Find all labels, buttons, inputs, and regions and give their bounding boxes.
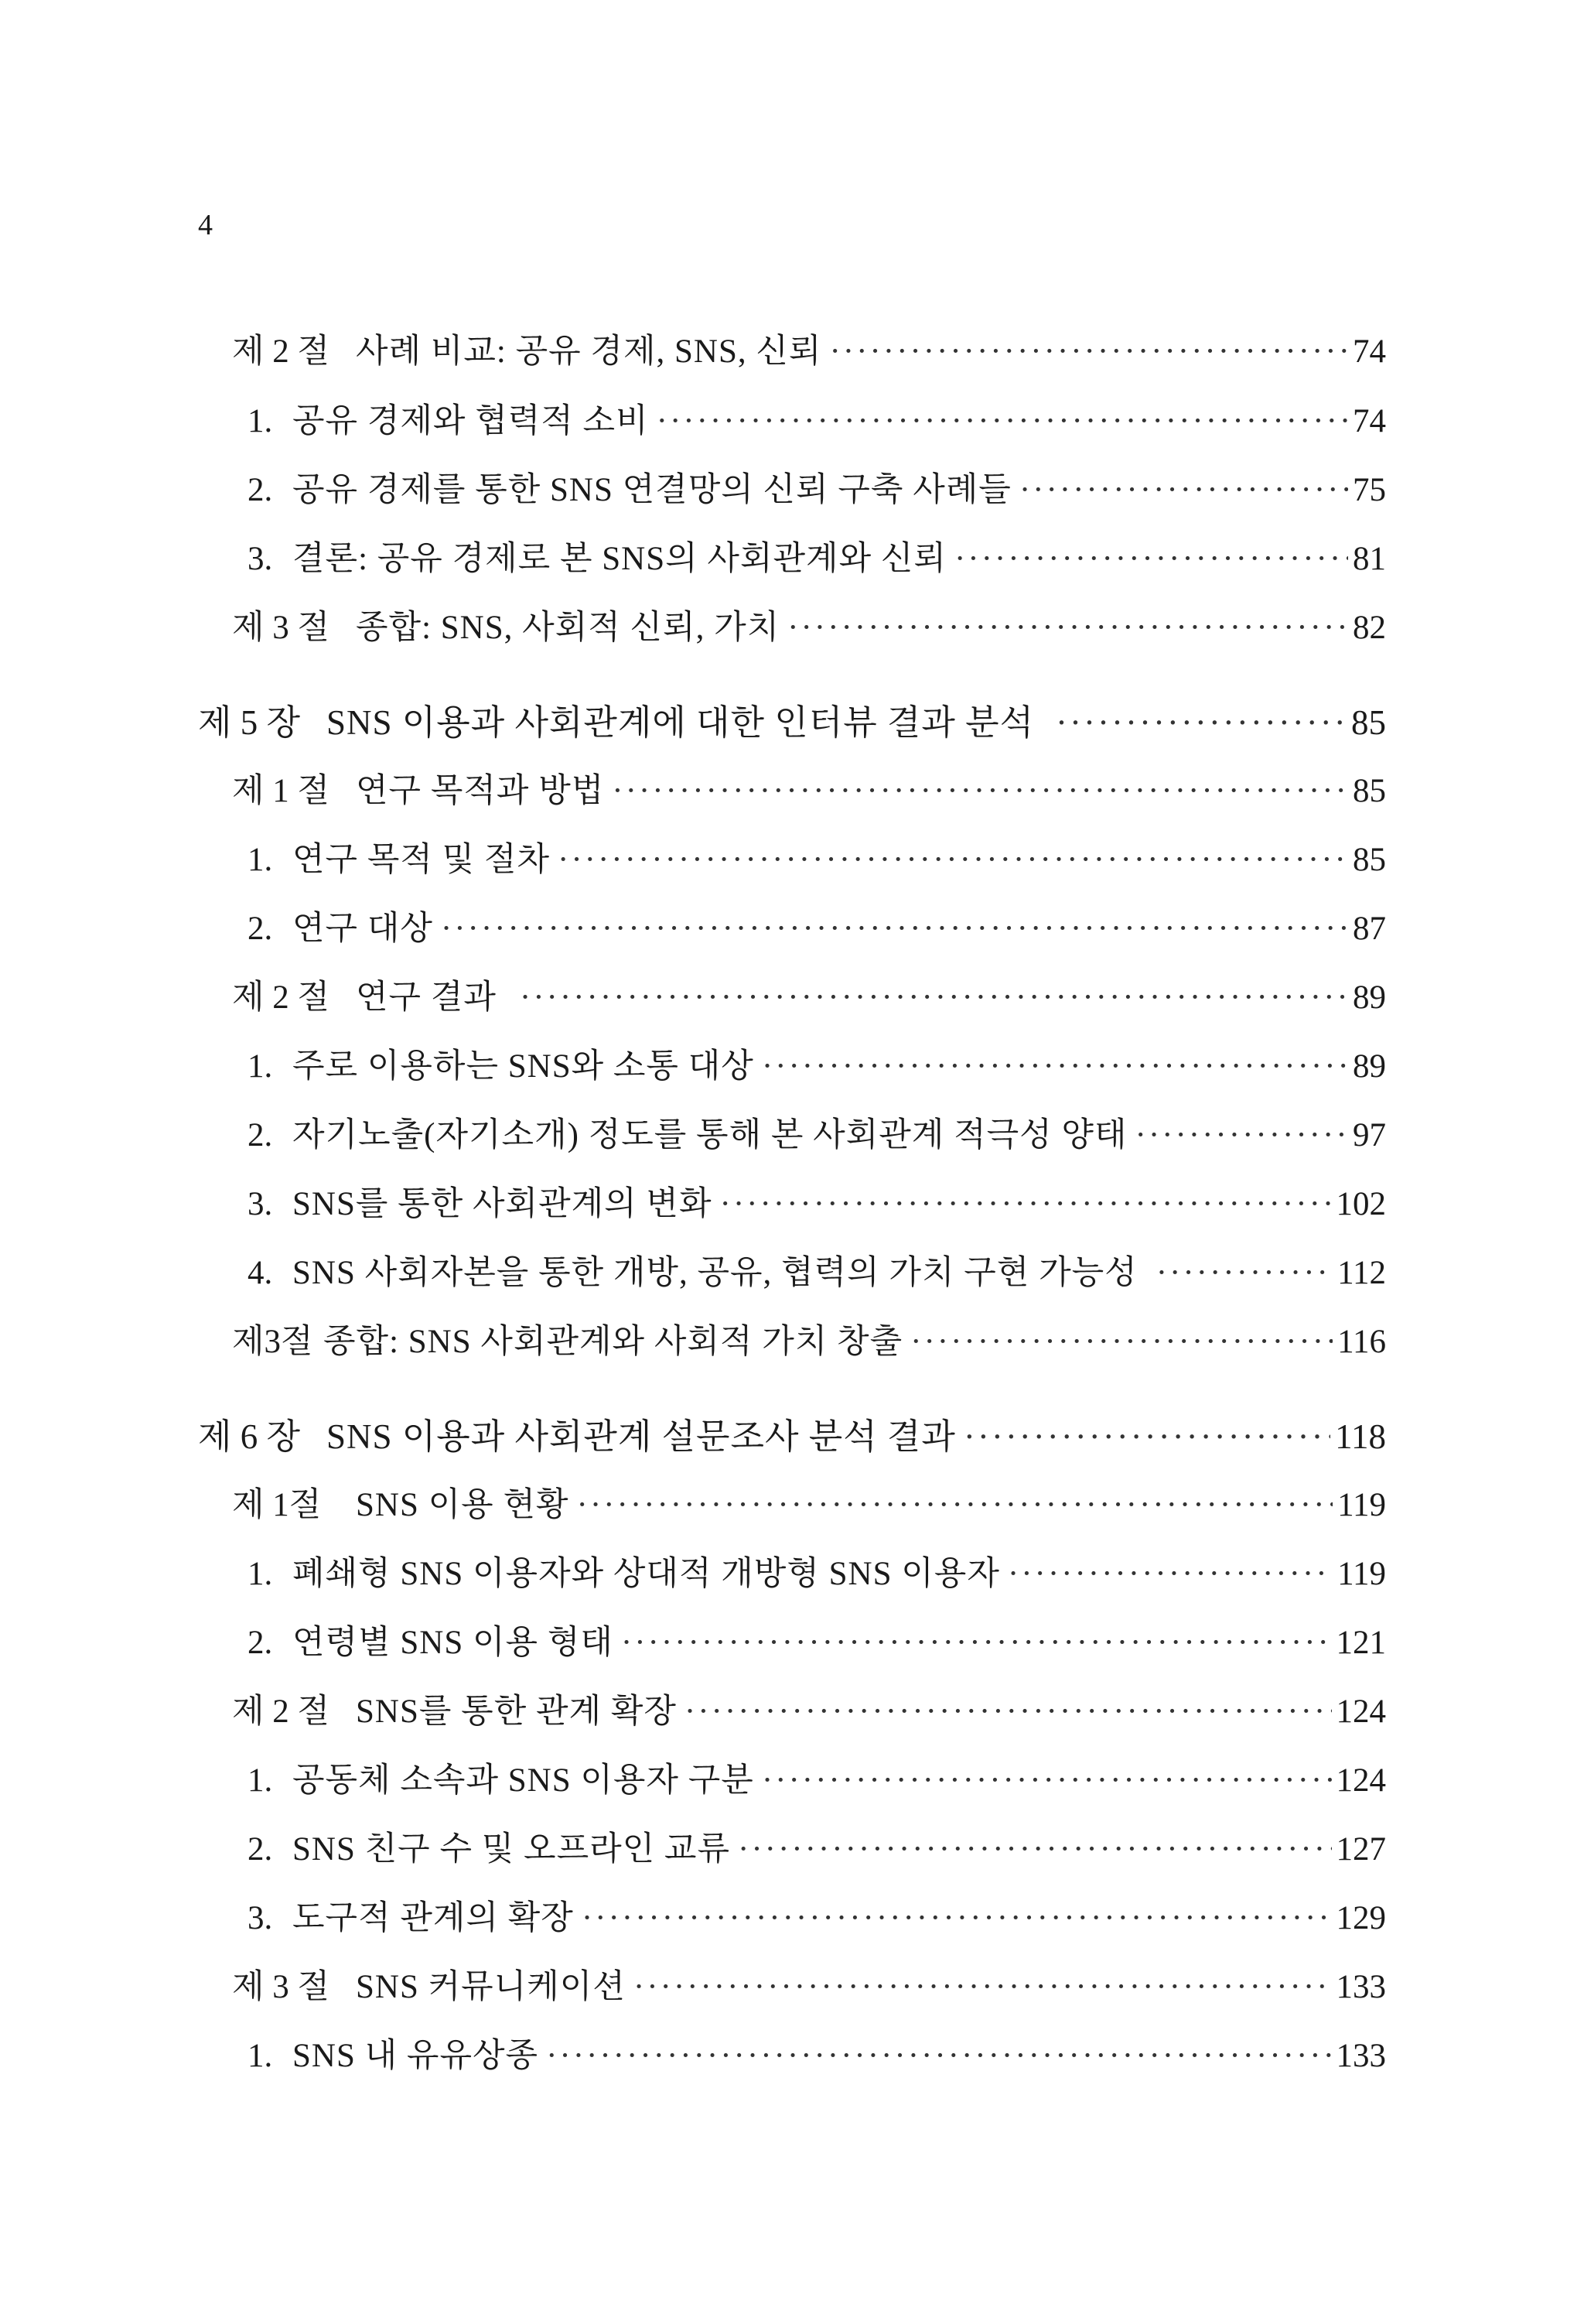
toc-prefix: 2. bbox=[248, 1625, 273, 1661]
toc-prefix: 제 2 절 bbox=[232, 333, 330, 370]
toc-entry-item[interactable] bbox=[248, 2035, 1386, 2078]
dot-leader bbox=[612, 770, 1348, 813]
dot-leader bbox=[1008, 1553, 1333, 1596]
dot-leader bbox=[520, 976, 1348, 1020]
toc-entry-item[interactable] bbox=[248, 1622, 1386, 1665]
toc-label: SNS 이용 현황 bbox=[356, 1487, 569, 1523]
toc-page-number: 112 bbox=[1337, 1255, 1386, 1291]
toc-prefix: 1. bbox=[248, 1556, 273, 1592]
toc-prefix: 1. bbox=[248, 2038, 273, 2074]
toc-prefix: 제 3 절 bbox=[232, 610, 330, 646]
dot-leader bbox=[558, 839, 1348, 882]
toc-page-number: 81 bbox=[1353, 541, 1386, 577]
toc-page-number: 116 bbox=[1337, 1324, 1386, 1360]
toc-label: SNS 친구 수 및 오프라인 교류 bbox=[292, 1831, 731, 1868]
toc-page-number: 82 bbox=[1353, 610, 1386, 646]
toc-prefix: 3. bbox=[248, 541, 273, 577]
toc-entry-section[interactable] bbox=[232, 1484, 1386, 1527]
dot-leader bbox=[829, 330, 1348, 374]
toc-entry-item[interactable] bbox=[248, 907, 1386, 951]
toc-prefix: 1. bbox=[248, 842, 273, 878]
toc-label: 공동체 소속과 SNS 이용자 구분 bbox=[292, 1762, 754, 1799]
toc-label: 자기노출(자기소개) 정도를 통해 본 사회관계 적극성 양태 bbox=[292, 1117, 1128, 1153]
toc-page-number: 74 bbox=[1353, 333, 1386, 370]
toc-entry-item[interactable] bbox=[248, 538, 1386, 581]
dot-leader bbox=[1019, 469, 1348, 512]
toc-entry-chapter[interactable] bbox=[198, 1415, 1386, 1458]
toc-label: SNS를 통한 관계 확장 bbox=[356, 1693, 677, 1730]
toc-page-number: 119 bbox=[1337, 1556, 1386, 1592]
toc-prefix: 제 1절 bbox=[232, 1487, 322, 1523]
toc-prefix: 2. bbox=[248, 1831, 273, 1868]
toc-entry-item[interactable] bbox=[248, 1045, 1386, 1089]
dot-leader bbox=[787, 607, 1348, 650]
dot-leader bbox=[762, 1045, 1348, 1089]
toc-entry-item[interactable] bbox=[248, 1183, 1386, 1226]
toc-page-number: 85 bbox=[1351, 703, 1386, 742]
toc-entry-item[interactable] bbox=[248, 1252, 1386, 1295]
toc-page-number: 89 bbox=[1353, 1048, 1386, 1085]
dot-leader bbox=[546, 2035, 1331, 2078]
toc-prefix: 3. bbox=[248, 1186, 273, 1222]
toc-label: 공유 경제와 협력적 소비 bbox=[292, 403, 649, 439]
dot-leader bbox=[621, 1622, 1332, 1665]
toc-page-number: 85 bbox=[1353, 773, 1386, 809]
toc-prefix: 1. bbox=[248, 1048, 273, 1085]
toc-prefix: 제 6 장 bbox=[198, 1417, 300, 1456]
toc-page-number: 124 bbox=[1336, 1762, 1386, 1799]
toc-page-number: 133 bbox=[1336, 2038, 1386, 2074]
dot-leader bbox=[441, 907, 1348, 951]
toc-label: 종합: SNS, 사회적 신뢰, 가치 bbox=[356, 610, 780, 646]
page-number: 4 bbox=[198, 209, 213, 241]
dot-leader bbox=[1056, 701, 1347, 744]
dot-leader bbox=[720, 1183, 1332, 1226]
toc-page-number: 119 bbox=[1337, 1487, 1386, 1523]
toc-page-number: 102 bbox=[1336, 1186, 1386, 1222]
dot-leader bbox=[582, 1897, 1332, 1940]
toc-entry-item[interactable] bbox=[248, 1828, 1386, 1871]
toc-entry-section[interactable] bbox=[232, 1321, 1386, 1364]
dot-leader bbox=[954, 538, 1348, 581]
toc-page-number: 75 bbox=[1353, 472, 1386, 508]
toc-prefix: 제 5 장 bbox=[198, 703, 300, 742]
toc-entry-item[interactable] bbox=[248, 1897, 1386, 1940]
toc-entry-section[interactable] bbox=[232, 1690, 1386, 1734]
toc-page-number: 124 bbox=[1336, 1693, 1386, 1730]
toc-page-number: 74 bbox=[1353, 403, 1386, 439]
dot-leader bbox=[1135, 1114, 1348, 1157]
toc-entry-section[interactable] bbox=[232, 976, 1386, 1020]
dot-leader bbox=[738, 1828, 1331, 1871]
toc-page-number: 97 bbox=[1353, 1117, 1386, 1153]
toc-label: 결론: 공유 경제로 본 SNS의 사회관계와 신뢰 bbox=[292, 541, 947, 577]
toc-entry-item[interactable] bbox=[248, 469, 1386, 512]
toc-page-number: 129 bbox=[1336, 1900, 1386, 1936]
toc-entry-chapter[interactable] bbox=[198, 701, 1386, 744]
toc-prefix: 3. bbox=[248, 1900, 273, 1936]
toc-prefix: 제3절 bbox=[232, 1324, 313, 1360]
toc-prefix: 1. bbox=[248, 1762, 273, 1799]
toc-prefix: 2. bbox=[248, 911, 273, 947]
toc-label: 연구 대상 bbox=[292, 911, 433, 947]
toc-label: 폐쇄형 SNS 이용자와 상대적 개방형 SNS 이용자 bbox=[292, 1556, 1000, 1592]
toc-label: SNS 이용과 사회관계 설문조사 분석 결과 bbox=[326, 1417, 956, 1456]
toc-label: SNS 커뮤니케이션 bbox=[356, 1969, 626, 2005]
toc-entry-section[interactable] bbox=[232, 1966, 1386, 2009]
dot-leader bbox=[684, 1690, 1332, 1734]
toc-label: 연구 목적과 방법 bbox=[356, 773, 605, 809]
toc-entry-section[interactable] bbox=[232, 607, 1386, 650]
dot-leader bbox=[577, 1484, 1333, 1527]
toc-label: SNS 내 유유상종 bbox=[292, 2038, 539, 2074]
toc-prefix: 제 2 절 bbox=[232, 1693, 330, 1730]
toc-label: 연령별 SNS 이용 형태 bbox=[292, 1625, 613, 1661]
toc-label: 종합: SNS 사회관계와 사회적 가치 창출 bbox=[323, 1324, 903, 1360]
toc-label: 도구적 관계의 확장 bbox=[292, 1900, 574, 1936]
toc-page-number: 127 bbox=[1336, 1831, 1386, 1868]
dot-leader bbox=[657, 400, 1348, 443]
toc-entry-item[interactable] bbox=[248, 1114, 1386, 1157]
toc-page-number: 121 bbox=[1336, 1625, 1386, 1661]
dot-leader bbox=[762, 1759, 1332, 1803]
toc-label: 공유 경제를 통한 SNS 연결망의 신뢰 구축 사례들 bbox=[292, 472, 1012, 508]
toc-page-number: 89 bbox=[1353, 979, 1386, 1016]
toc-page-number: 85 bbox=[1353, 842, 1386, 878]
toc-entry-item[interactable] bbox=[248, 839, 1386, 882]
toc-entry-item[interactable] bbox=[248, 400, 1386, 443]
dot-leader bbox=[964, 1415, 1330, 1458]
toc-label: SNS를 통한 사회관계의 변화 bbox=[292, 1186, 712, 1222]
dot-leader bbox=[1156, 1252, 1333, 1295]
toc-entry-item[interactable] bbox=[248, 1553, 1386, 1596]
toc-prefix: 제 3 절 bbox=[232, 1969, 330, 2005]
toc-label: 주로 이용하는 SNS와 소통 대상 bbox=[292, 1048, 754, 1085]
toc-prefix: 제 1 절 bbox=[232, 773, 330, 809]
toc-label: SNS 사회자본을 통한 개방, 공유, 협력의 가치 구현 가능성 bbox=[292, 1255, 1138, 1291]
dot-leader bbox=[910, 1321, 1333, 1364]
toc-prefix: 제 2 절 bbox=[232, 979, 330, 1016]
toc-prefix: 2. bbox=[248, 1117, 273, 1153]
toc-prefix: 1. bbox=[248, 403, 273, 439]
toc-entry-item[interactable] bbox=[248, 1759, 1386, 1803]
toc-prefix: 4. bbox=[248, 1255, 273, 1291]
toc-label: SNS 이용과 사회관계에 대한 인터뷰 결과 분석 bbox=[326, 703, 1035, 742]
toc-label: 연구 결과 bbox=[356, 979, 497, 1016]
toc-page-number: 118 bbox=[1335, 1417, 1386, 1456]
toc-entry-section[interactable] bbox=[232, 770, 1386, 813]
toc-entry-section[interactable] bbox=[232, 330, 1386, 374]
toc-label: 사례 비교: 공유 경제, SNS, 신뢰 bbox=[356, 333, 822, 370]
dot-leader bbox=[633, 1966, 1332, 2009]
toc-page-number: 87 bbox=[1353, 911, 1386, 947]
toc-page-number: 133 bbox=[1336, 1969, 1386, 2005]
toc-label: 연구 목적 및 절차 bbox=[292, 842, 551, 878]
toc-prefix: 2. bbox=[248, 472, 273, 508]
